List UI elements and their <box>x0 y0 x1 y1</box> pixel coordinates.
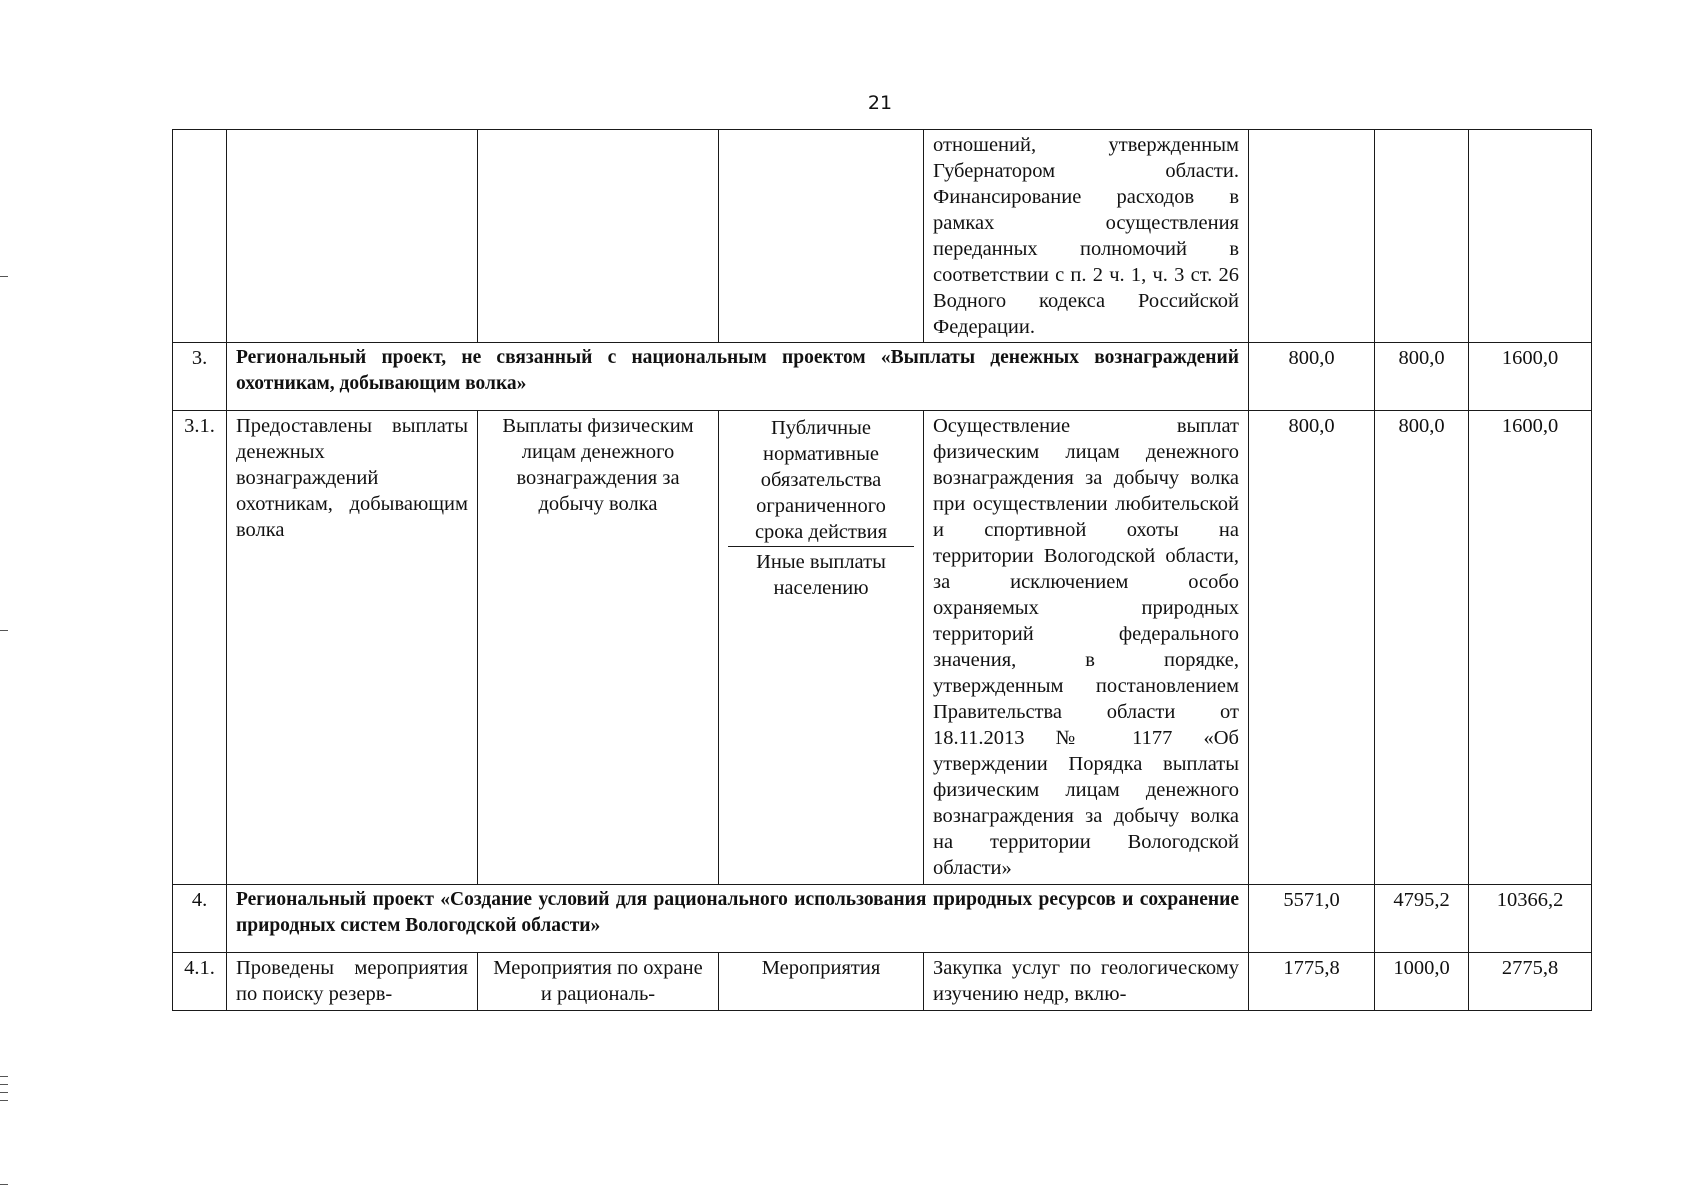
cell-value <box>1249 130 1375 343</box>
row-number: 3. <box>173 343 227 411</box>
cell-result: Проведены мероприятия по поиску резерв- <box>227 953 478 1011</box>
row-number: 4.1. <box>173 953 227 1011</box>
cell-description: Закупка услуг по геологическому изучению недр, вклю- <box>924 953 1249 1011</box>
cell-type <box>719 130 924 343</box>
value-year-1: 1775,8 <box>1249 953 1375 1011</box>
value-total: 1600,0 <box>1469 343 1592 411</box>
type-public-obligations: Публичные нормативные обязательства ограниченного срока действия <box>728 413 914 547</box>
value-year-1: 800,0 <box>1249 343 1375 411</box>
margin-mark <box>0 1084 8 1085</box>
project-title: Региональный проект «Создание условий для рационального использования природных ресурсов и сохранение природных систем Вологодской области» <box>227 885 1249 953</box>
cell-event: Мероприятия по охране и рациональ- <box>478 953 719 1011</box>
value-year-1: 800,0 <box>1249 411 1375 885</box>
table-row-3-1 <box>173 411 1592 885</box>
cell-value <box>1469 130 1592 343</box>
value-year-2: 4795,2 <box>1375 885 1469 953</box>
cell-value <box>1375 130 1469 343</box>
cell-event <box>478 130 719 343</box>
table-row-project-3 <box>173 343 1592 411</box>
margin-mark <box>0 1076 8 1077</box>
cell-num <box>173 130 227 343</box>
cell-event: Выплаты физическим лицам денежного вознаграждения за добычу волка <box>478 411 719 885</box>
table-row-continuation <box>173 130 1592 343</box>
margin-mark <box>0 630 8 631</box>
value-total: 2775,8 <box>1469 953 1592 1011</box>
value-total: 10366,2 <box>1469 885 1592 953</box>
cell-type: Мероприятия <box>719 953 924 1011</box>
project-title: Региональный проект, не связанный с национальным проектом «Выплаты денежных вознаграждений охотникам, добывающим волка» <box>227 343 1249 411</box>
margin-mark <box>0 276 8 277</box>
cell-result <box>227 130 478 343</box>
value-total: 1600,0 <box>1469 411 1592 885</box>
margin-mark <box>0 1184 8 1185</box>
program-table <box>172 129 1592 1011</box>
margin-mark <box>0 1092 8 1093</box>
row-number: 4. <box>173 885 227 953</box>
table-row-project-4 <box>173 885 1592 953</box>
value-year-2: 800,0 <box>1375 411 1469 885</box>
row-number: 3.1. <box>173 411 227 885</box>
margin-mark <box>0 1100 8 1101</box>
value-year-2: 800,0 <box>1375 343 1469 411</box>
cell-description: отношений, утвержденным Губернатором области. Финансирование расходов в рамках осуществления переданных полномочий в соответствии с п. 2 ч. 1, ч. 3 ст. 26 Водного кодекса Российской Федерации. <box>924 130 1249 343</box>
value-year-1: 5571,0 <box>1249 885 1375 953</box>
cell-type <box>719 411 924 885</box>
cell-description: Осуществление выплат физическим лицам денежного вознаграждения за добычу волка при осуществлении любительской и спортивной охоты на территории Вологодской области, за исключением особо охраняемых природных территорий федерального значения, в порядке, утвержденным постановлением Правительства области от 18.11.2013 № 1177 «Об утверждении Порядка выплаты физическим лицам денежного вознаграждения за добычу волка на территории Вологодской области» <box>924 411 1249 885</box>
cell-result: Предоставлены выплаты денежных вознаграждений охотникам, добывающим волка <box>227 411 478 885</box>
type-other-payments: Иные выплаты населению <box>756 551 886 599</box>
page-number: 21 <box>867 92 893 114</box>
value-year-2: 1000,0 <box>1375 953 1469 1011</box>
table-row-4-1 <box>173 953 1592 1011</box>
